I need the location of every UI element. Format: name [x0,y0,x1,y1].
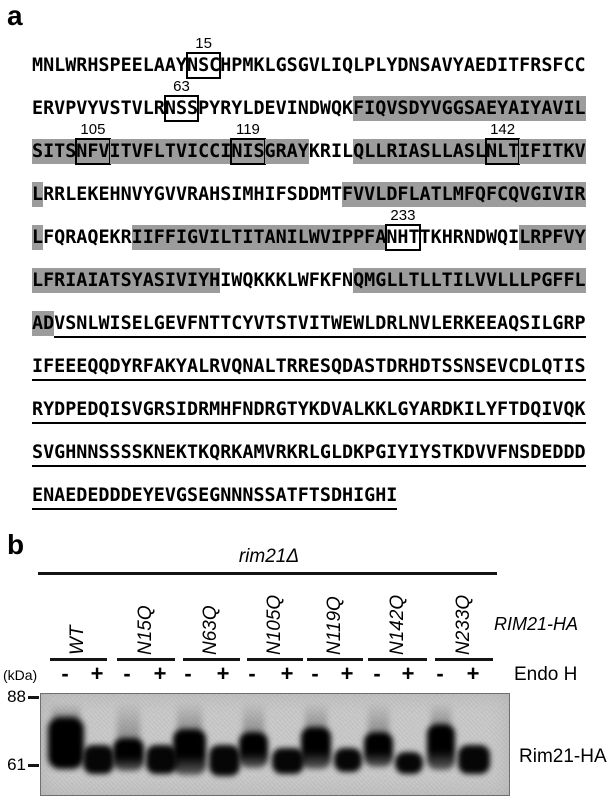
sequence-line [32,293,586,336]
sequence-line [32,207,586,250]
lane-label-N119Q: N119Q [324,596,345,655]
blot-band [48,717,84,769]
endo-h-minus-sign: - [311,661,319,686]
underlined-segment: SVGHNNSSSSKNEKTKQRKAMVRKRLGLDKPGIYIYSTKDVVFNSDEDDD [32,440,586,467]
transmembrane-highlight: QMGLLTLLTILVVLLLPGFFL [353,270,586,291]
lane-smear [368,704,389,735]
protein-sequence [32,35,586,508]
transmembrane-highlight: FVVLDFLATLMFQFCQVGIVIR [342,184,586,205]
transmembrane-highlight: GRAY [264,141,309,162]
lane-smear [117,704,140,741]
residue-number: 233 [390,207,416,224]
sequence-line [32,465,586,508]
underlined-segment: IFEEEQQDYRFAKYALRVQNALTRRESQDASTDRHDTSSNSEVCDLQTIS [32,354,586,381]
marker-88-tick [28,696,39,699]
endo-h-minus-sign: - [61,661,69,686]
underlined-segment: ENAEDEDDDEYEVGSEGNNNSSATFTSDHIGHI [32,483,397,510]
sequence-line [32,121,586,164]
transmembrane-highlight: L [32,184,44,205]
sequence-line [32,336,586,379]
lane-label-N233Q: N233Q [453,594,474,655]
blot-band [83,745,114,774]
enzyme-label: Endo H [514,664,578,685]
transmembrane-highlight: IFITKV [519,141,586,162]
underlined-segment: VSNLWISELGEVFNTTCYVTSTVITWEWLDRLNVLERKEEAQSILGRP [54,311,585,338]
strain-header: rim21Δ [238,546,300,567]
blot-band [301,727,331,769]
blot-band [395,752,423,774]
sequence-segment: HPMKLGSGVLIQLPLYDNSAVYAEDITFRSFCC [220,55,586,76]
lane-smear [243,704,264,735]
residue-number: 15 [195,35,212,52]
endo-h-plus-sign: + [340,661,354,686]
blot-band [173,729,206,775]
transmembrane-highlight: FIQVSDYVGGSAEYAIYAVIL [353,98,586,119]
residue-number: 63 [173,78,190,95]
underlined-segment: RYDPEDQISVGRSIDRMHFNDRGTYKDVALKKLGYARDKILYFTDQIVQK [32,397,586,424]
western-blot-image [40,693,510,796]
endo-h-minus-sign: - [184,661,192,686]
residue-number: 105 [80,121,106,138]
kda-label: (kDa) [3,667,38,683]
blot-band [146,745,177,774]
sequence-line [32,164,586,207]
transmembrane-highlight: IIFFIGVILTITANILWVIPPFA [131,227,387,248]
blot-band [364,732,393,767]
endo-h-plus-sign: + [90,661,104,686]
glycosylation-site-box: NLT 142 [486,121,520,162]
endo-h-plus-sign: + [401,661,415,686]
marker-61: 61 [7,755,26,774]
transmembrane-highlight: QLLRIASLLASL [353,141,486,162]
strain-header-line [38,572,497,575]
sequence-line [32,422,586,465]
blot-protein-label: Rim21-HA [519,746,607,767]
glycosylation-site-box: NIS 119 [231,121,265,162]
endo-h-minus-sign: - [436,661,444,686]
sequence-segment: PYRYLDEVINDWQK [198,98,354,119]
glycosylation-site-box: NHT 233 [386,207,420,248]
lane-smear [177,704,202,732]
sequence-line [32,250,586,293]
sequence-segment: TKHRNDWQI [419,227,520,248]
endo-h-minus-sign: - [373,661,381,686]
blot-band [239,732,268,768]
marker-61-tick [28,764,39,767]
sequence-line [32,78,586,121]
transmembrane-highlight: LRPFVY [519,227,586,248]
sequence-segment: MNLWRHSPEELAAY [32,55,188,76]
sequence-segment: KRIL [308,141,354,162]
lane-smear [305,704,327,730]
endo-h-minus-sign: - [123,661,131,686]
residue-number: 119 [235,121,260,138]
lane-label-WT: WT [67,625,88,655]
blot-band [334,748,362,772]
lane-smear [431,704,451,727]
marker-88: 88 [7,687,26,706]
endo-h-plus-sign: + [153,661,167,686]
panel-b-label: b [7,529,25,560]
lane-group-line [435,658,493,661]
endo-h-plus-sign: + [466,661,480,686]
sequence-segment: ERVPVYVSTVLR [32,98,165,119]
residue-number: 142 [490,121,516,138]
blot-band [113,738,144,771]
blot-band [427,724,455,770]
transmembrane-highlight: AD [32,313,55,334]
glycosylation-site-box: NSC 15 [187,35,221,76]
transmembrane-highlight: L [32,227,44,248]
lane-label-N63Q: N63Q [200,605,221,655]
blot-band [272,748,304,774]
lane-label-N15Q: N15Q [135,605,156,655]
lane-label-N105Q: N105Q [264,594,285,655]
endo-h-minus-sign: - [248,661,256,686]
glycosylation-site-box: NFV 105 [76,121,110,162]
blot-band [458,745,490,774]
transmembrane-highlight: ITVFLTVICCI [109,141,232,162]
blot-band [209,745,240,776]
sequence-segment: RRLEKEHNVYGVVRAHSIMHIFSDDMT [43,184,343,205]
transmembrane-highlight: LFRIAIATSYASIVIYH [32,270,221,291]
lane-smear [52,704,80,720]
glycosylation-site-box: NSS 63 [164,78,199,119]
sequence-segment: IWQKKKLWFKFN [220,270,354,291]
sequence-segment: FQRAQEKR [43,227,132,248]
transmembrane-highlight: SITS [32,141,77,162]
sequence-line [32,379,586,422]
construct-label: RIM21-HA [494,614,579,634]
endo-h-plus-sign: + [216,661,230,686]
endo-h-plus-sign: + [280,661,294,686]
lane-label-N142Q: N142Q [387,594,408,655]
panel-a-label: a [7,0,23,31]
sequence-line [32,35,586,78]
